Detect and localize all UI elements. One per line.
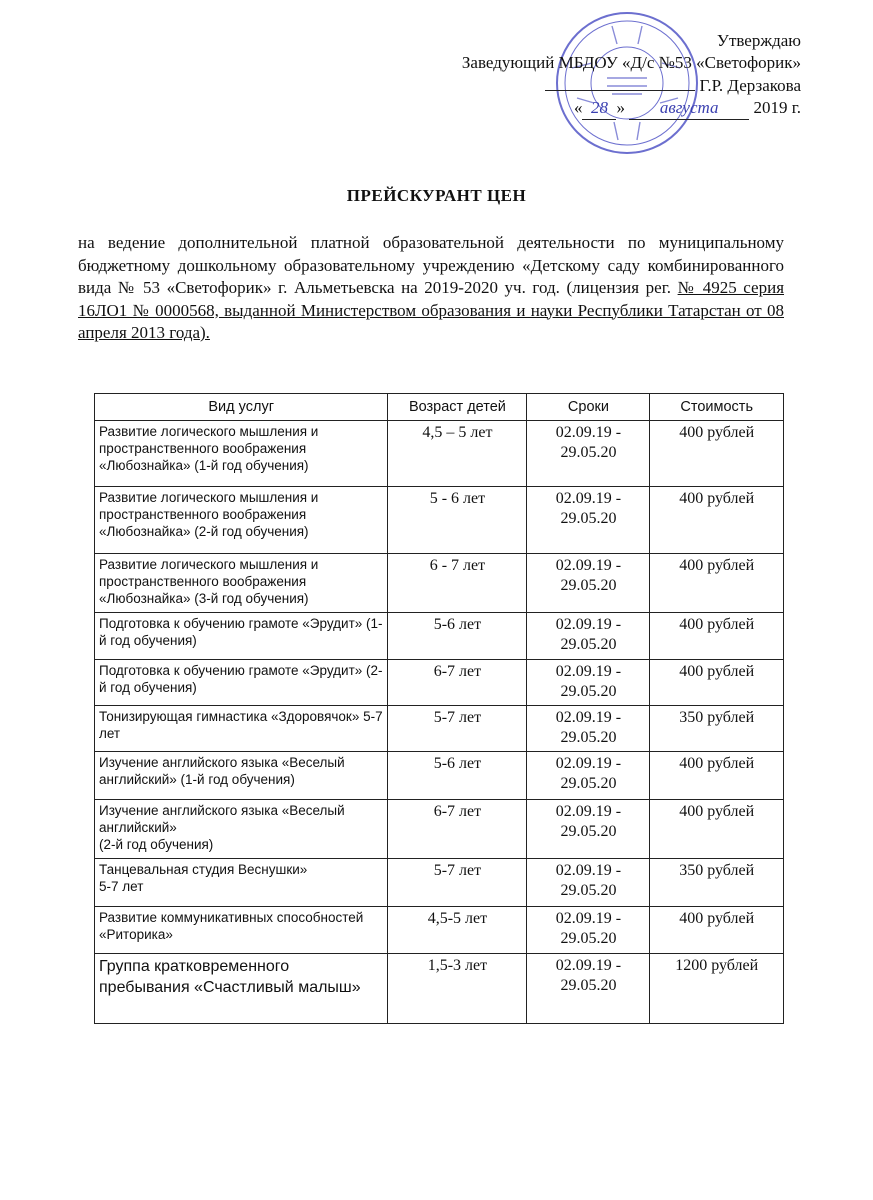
period: 02.09.19 - 29.05.20 bbox=[527, 752, 650, 800]
age-range: 5-7 лет bbox=[388, 859, 527, 907]
intro-license: № 4925 серия 16ЛО1 № 0000568, выданной Министерством образования и науки Республики Татарстан от 08 апреля 2013 года). bbox=[78, 278, 785, 342]
date-month: августа bbox=[629, 97, 749, 120]
service-name: Танцевальная студия Веснушки» 5-7 лет bbox=[95, 859, 388, 907]
age-range: 4,5-5 лет bbox=[388, 907, 527, 954]
table-row bbox=[95, 752, 784, 800]
date-quote-close: » bbox=[616, 98, 625, 117]
period: 02.09.19 - 29.05.20 bbox=[527, 954, 650, 1024]
service-name: Группа кратковременного пребывания «Счастливый малыш» bbox=[95, 954, 388, 1024]
price: 400 рублей bbox=[650, 487, 784, 554]
table-row bbox=[95, 421, 784, 487]
service-name: Тонизирующая гимнастика «Здоровячок» 5-7 лет bbox=[95, 706, 388, 752]
period: 02.09.19 - 29.05.20 bbox=[527, 554, 650, 613]
service-name: Развитие логического мышления и пространственного воображения «Любознайка» (2-й год обучения) bbox=[95, 487, 388, 554]
period: 02.09.19 - 29.05.20 bbox=[527, 706, 650, 752]
age-range: 1,5-3 лет bbox=[388, 954, 527, 1024]
age-range: 6-7 лет bbox=[388, 800, 527, 859]
age-range: 4,5 – 5 лет bbox=[388, 421, 527, 487]
price: 400 рублей bbox=[650, 613, 784, 660]
service-name: Развитие логического мышления и пространственного воображения «Любознайка» (3-й год обучения) bbox=[95, 554, 388, 613]
price-table bbox=[94, 393, 784, 1024]
intro-text: на ведение дополнительной платной образовательной деятельности по муниципальному бюджетному дошкольному образовательному учреждению «Детскому саду комбинированного вида № 53 «Светофорик» г. Альметьевска на 2019-2020 уч. год. (лицензия рег. bbox=[78, 233, 784, 297]
signature-line bbox=[545, 74, 695, 91]
age-range: 6 - 7 лет bbox=[388, 554, 527, 613]
table-row bbox=[95, 859, 784, 907]
header-service: Вид услуг bbox=[95, 394, 388, 421]
period: 02.09.19 - 29.05.20 bbox=[527, 660, 650, 706]
table-row bbox=[95, 907, 784, 954]
table-row bbox=[95, 660, 784, 706]
header-price: Стоимость bbox=[650, 394, 784, 421]
service-name: Развитие коммуникативных способностей «Риторика» bbox=[95, 907, 388, 954]
period: 02.09.19 - 29.05.20 bbox=[527, 421, 650, 487]
document-title: ПРЕЙСКУРАНТ ЦЕН bbox=[346, 186, 527, 205]
service-name: Изучение английского языка «Веселый английский» (2-й год обучения) bbox=[95, 800, 388, 859]
service-name: Подготовка к обучению грамоте «Эрудит» (2-й год обучения) bbox=[95, 660, 388, 706]
table-row bbox=[95, 800, 784, 859]
period: 02.09.19 - 29.05.20 bbox=[527, 907, 650, 954]
intro-paragraph bbox=[78, 232, 784, 345]
header-period: Сроки bbox=[527, 394, 650, 421]
approver-name: Г.Р. Дерзакова bbox=[699, 76, 801, 95]
approval-date bbox=[574, 97, 801, 120]
period: 02.09.19 - 29.05.20 bbox=[527, 487, 650, 554]
approval-position: Заведующий МБДОУ «Д/с №53 «Светофорик» bbox=[461, 53, 801, 72]
approval-heading: Утверждаю bbox=[716, 31, 801, 50]
date-year: 2019 г. bbox=[753, 98, 801, 117]
price: 400 рублей bbox=[650, 421, 784, 487]
table-row bbox=[95, 954, 784, 1024]
price: 350 рублей bbox=[650, 859, 784, 907]
table-row bbox=[95, 613, 784, 660]
period: 02.09.19 - 29.05.20 bbox=[527, 613, 650, 660]
age-range: 5-6 лет bbox=[388, 752, 527, 800]
table-header-row bbox=[95, 394, 784, 421]
age-range: 5-7 лет bbox=[388, 706, 527, 752]
age-range: 6-7 лет bbox=[388, 660, 527, 706]
approval-signature-row bbox=[462, 74, 801, 97]
table-row bbox=[95, 554, 784, 613]
service-name: Развитие логического мышления и пространственного воображения «Любознайка» (1-й год обучения) bbox=[95, 421, 388, 487]
period: 02.09.19 - 29.05.20 bbox=[527, 859, 650, 907]
age-range: 5-6 лет bbox=[388, 613, 527, 660]
service-name: Подготовка к обучению грамоте «Эрудит» (1-й год обучения) bbox=[95, 613, 388, 660]
approval-block bbox=[462, 30, 801, 120]
table-row bbox=[95, 706, 784, 752]
table-row bbox=[95, 487, 784, 554]
period: 02.09.19 - 29.05.20 bbox=[527, 800, 650, 859]
price: 400 рублей bbox=[650, 554, 784, 613]
price: 400 рублей bbox=[650, 752, 784, 800]
price: 400 рублей bbox=[650, 660, 784, 706]
price: 350 рублей bbox=[650, 706, 784, 752]
price: 400 рублей bbox=[650, 907, 784, 954]
date-quote-open: « bbox=[573, 98, 583, 117]
header-age: Возраст детей bbox=[388, 394, 527, 421]
price: 400 рублей bbox=[650, 800, 784, 859]
service-name: Изучение английского языка «Веселый английский» (1-й год обучения) bbox=[95, 752, 388, 800]
age-range: 5 - 6 лет bbox=[388, 487, 527, 554]
price: 1200 рублей bbox=[650, 954, 784, 1024]
date-day: 28 bbox=[582, 97, 616, 120]
